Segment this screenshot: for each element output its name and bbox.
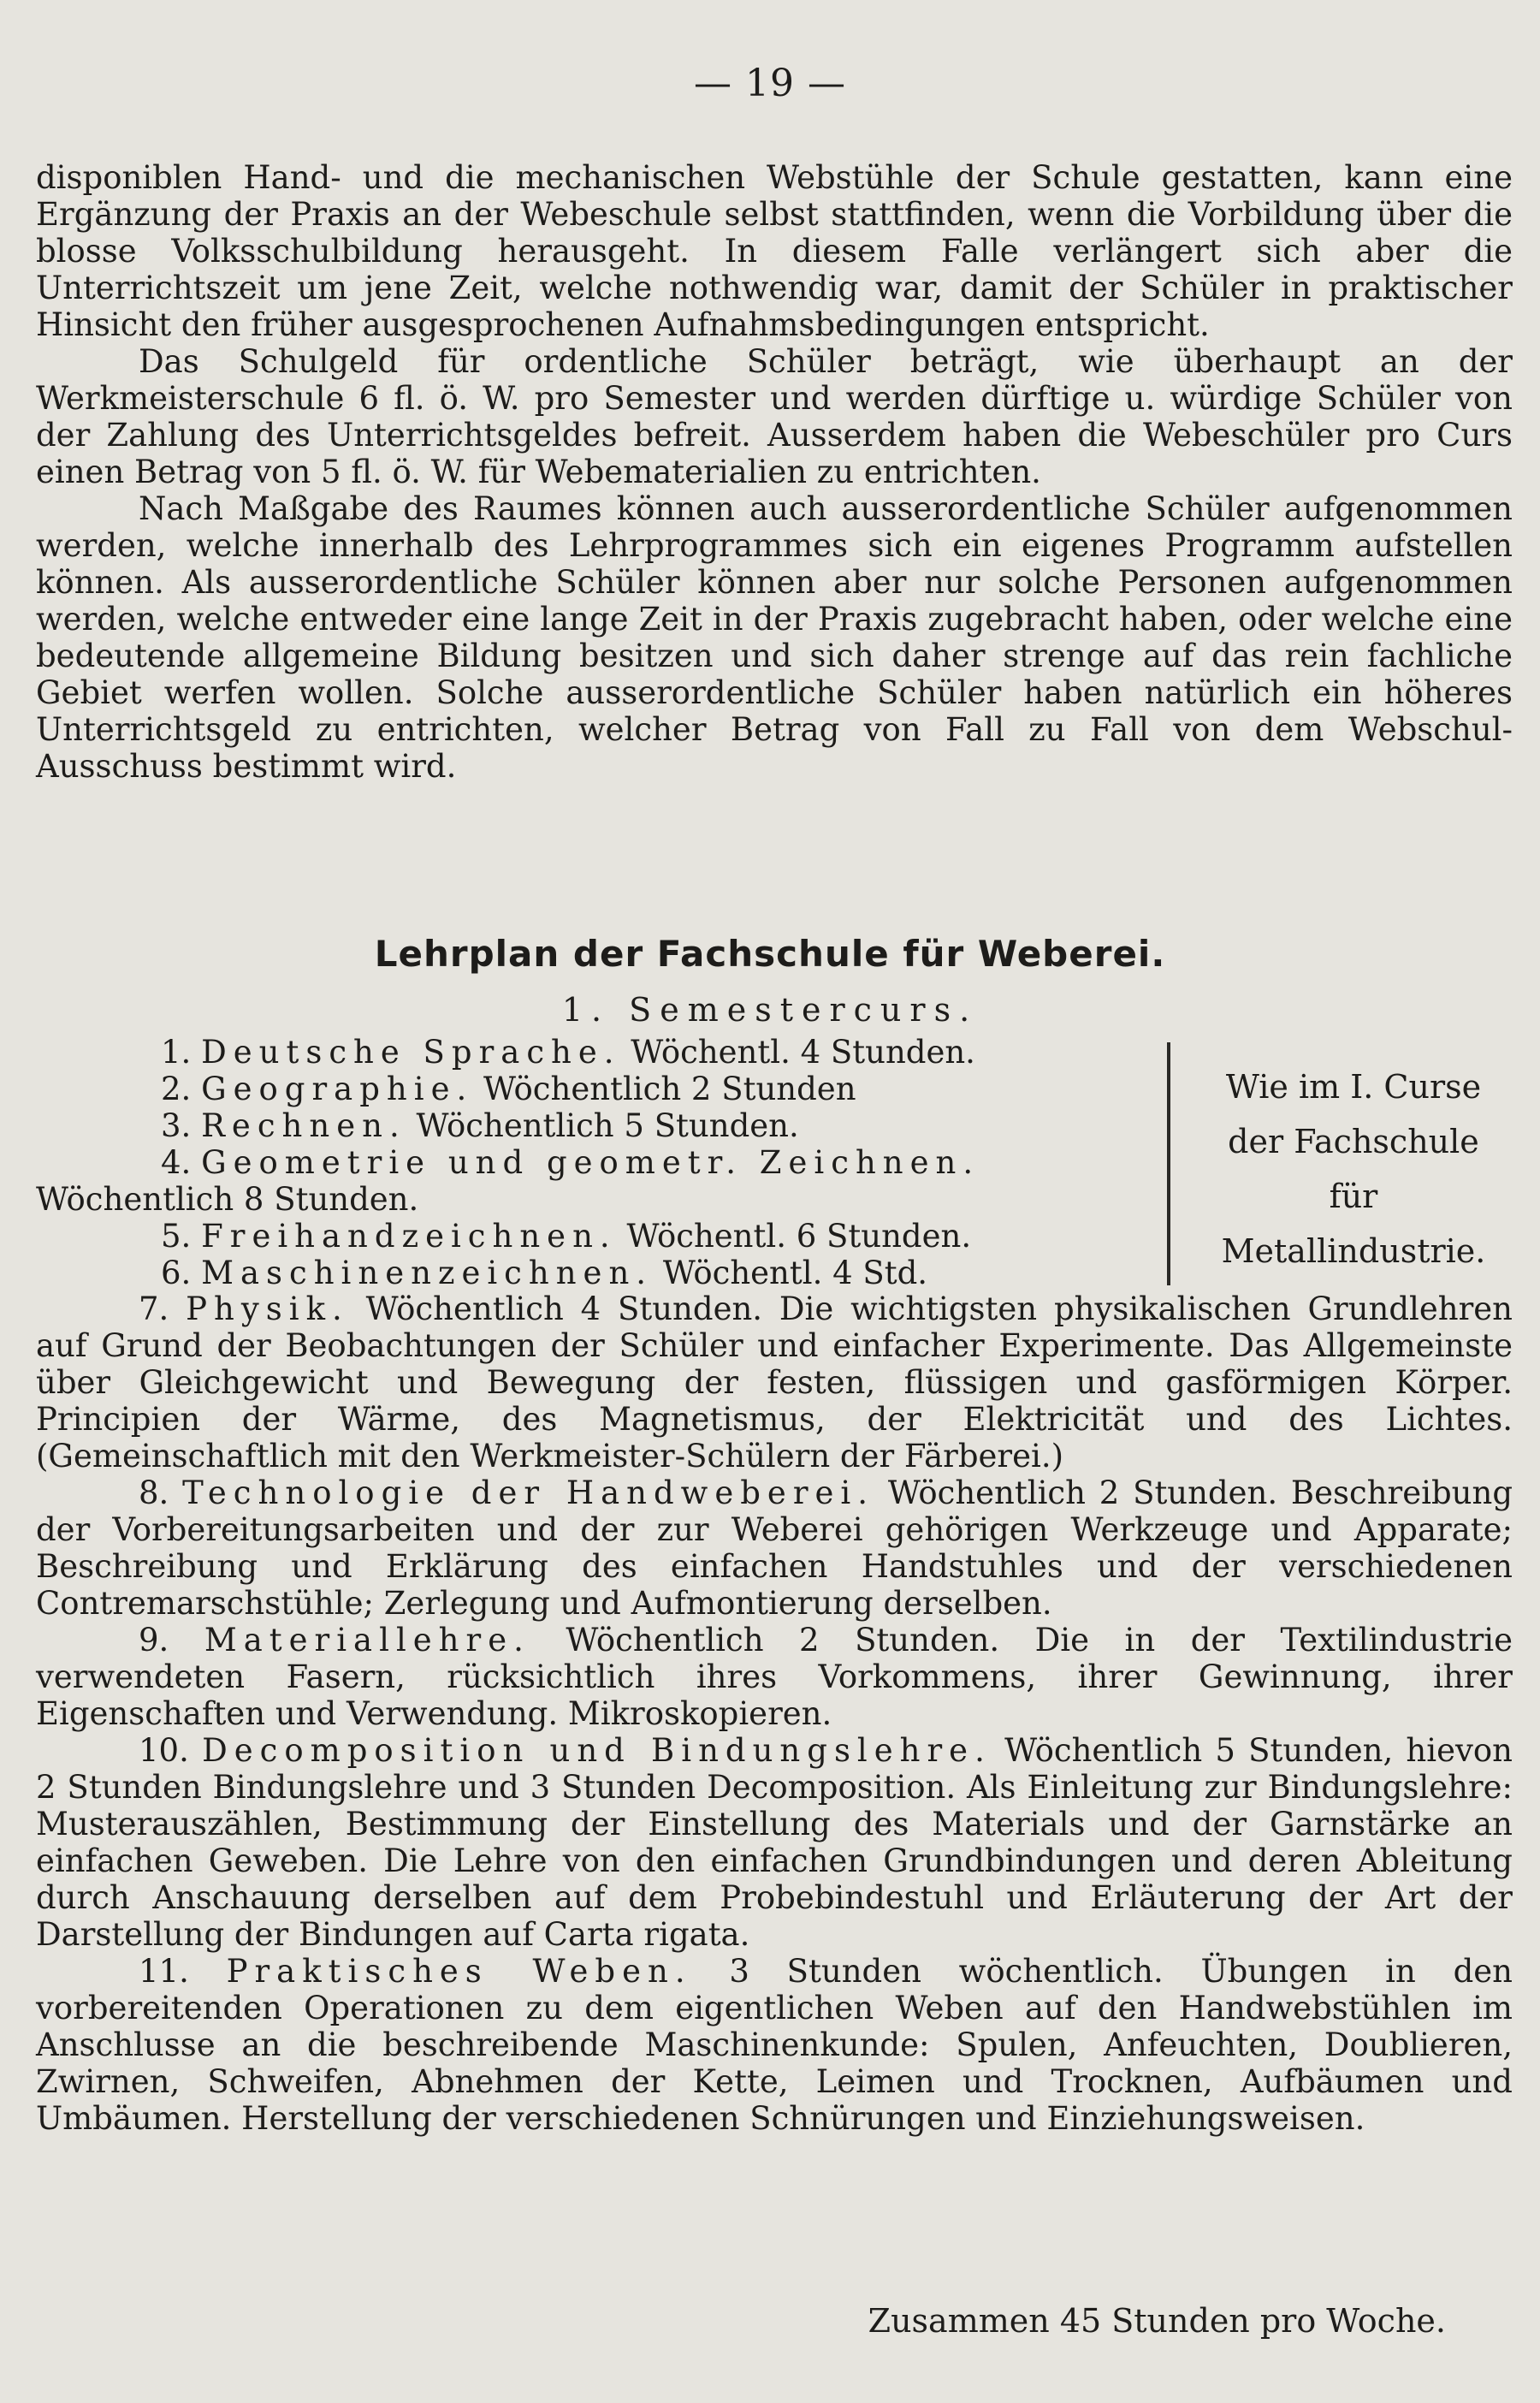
list-item: 3. Rechnen. Wöchentlich 5 Stunden. [161, 1107, 799, 1144]
subject-list-bracketed [36, 1034, 1140, 1291]
subject-descriptions [36, 1290, 1513, 2137]
paragraph-1: disponiblen Hand- und die mechanischen Webstühle der Schule gestatten, kann eine Ergänzung der Praxis an der Webeschule selbst stattfinden, wenn die Vorbildung über die blosse Volksschulbildung herausgeht. In diesem Falle verlängert sich aber die Unterrichtszeit um jene Zeit, welche nothwendig war, damit der Schüler in praktischer Hinsicht den früher ausgesprochenen Aufnahmsbedingungen entspricht. [36, 159, 1513, 343]
brace-divider [1167, 1042, 1186, 1285]
total-line: Zusammen 45 Stunden pro Woche. [868, 2302, 1446, 2340]
list-item: 8. Technologie der Handweberei. Wöchentlich 2 Stunden. Beschreibung der Vorbereitungsarbeiten und der zur Weberei gehörigen Werkzeuge und Apparate; Beschreibung und Erklärung des einfachen Handstuhles und der verschiedenen Contremarschstühle; Zerlegung und Aufmontierung derselben. [36, 1474, 1513, 1622]
intro-text [36, 159, 1513, 785]
list-item: 1. Deutsche Sprache. Wöchentl. 4 Stunden. [161, 1034, 975, 1071]
list-item: 9. Materiallehre. Wöchentlich 2 Stunden. Die in der Textilindustrie verwendeten Fasern, rücksichtlich ihres Vorkommens, ihrer Gewinnung, ihrer Eigenschaften und Verwendung. Mikroskopieren. [36, 1622, 1513, 1732]
list-item: 4. Geometrie und geometr. Zeichnen. Wöchentlich 8 Stunden. [36, 1144, 980, 1218]
section-heading: Lehrplan der Fachschule für Weberei. [374, 933, 1166, 975]
paragraph-2: Das Schulgeld für ordentliche Schüler beträgt, wie überhaupt an der Werkmeisterschule 6 fl. ö. W. pro Semester und werden dürftige u. würdige Schüler von der Zahlung des Unterrichtsgeldes befreit. Ausserdem haben die Webeschüler pro Curs einen Betrag von 5 fl. ö. W. für Webematerialien zu entrichten. [36, 343, 1513, 490]
bracket-note: Wie im I. Curse der Fachschule für Metallindustrie. [1221, 1068, 1486, 1270]
list-item: 11. Praktisches Weben. 3 Stunden wöchentlich. Übungen in den vorbereitenden Operationen zu dem eigentlichen Weben auf den Handwebstühlen im Anschlusse an die beschreibende Maschinenkunde: Spulen, Anfeuchten, Doublieren, Zwirnen, Schweifen, Abnehmen der Kette, Leimen und Trocknen, Aufbäumen und Umbäumen. Herstellung der verschiedenen Schnürungen und Einziehungsweisen. [36, 1953, 1513, 2137]
list-item: 7. Physik. Wöchentlich 4 Stunden. Die wichtigsten physikalischen Grundlehren auf Grund der Beobachtungen der Schüler und einfacher Experimente. Das Allgemeinste über Gleichgewicht und Bewegung der festen, flüssigen und gasförmigen Körper. Principien der Wärme, des Magnetismus, der Elektricität und des Lichtes. (Gemeinschaftlich mit den Werkmeister-Schülern der Färberei.) [36, 1290, 1513, 1474]
paragraph-3: Nach Maßgabe des Raumes können auch ausserordentliche Schüler aufgenommen werden, welche innerhalb des Lehrprogrammes sich ein eigenes Programm aufstellen können. Als ausserordentliche Schüler können aber nur solche Personen aufgenommen werden, welche entweder eine lange Zeit in der Praxis zugebracht haben, oder welche eine bedeutende allgemeine Bildung besitzen und sich daher strenge auf das rein fachliche Gebiet werfen wollen. Solche ausserordentliche Schüler haben natürlich ein höheres Unterrichtsgeld zu entrichten, welcher Betrag von Fall zu Fall von dem Webschul-Ausschuss bestimmt wird. [36, 490, 1513, 785]
semester-subheading: 1. Semestercurs. [561, 991, 979, 1029]
list-item: 5. Freihandzeichnen. Wöchentl. 6 Stunden. [161, 1218, 972, 1255]
list-item: 10. Decomposition und Bindungslehre. Wöchentlich 5 Stunden, hievon 2 Stunden Bindungslehre und 3 Stunden Decomposition. Als Einleitung zur Bindungslehre: Musterauszählen, Bestimmung der Einstellung des Materials und der Garnstärke an einfachen Geweben. Die Lehre von den einfachen Grundbindungen und deren Ableitung durch Anschauung derselben auf dem Probebindestuhl und Erläuterung der Art der Darstellung der Bindungen auf Carta rigata. [36, 1732, 1513, 1953]
list-item: 2. Geographie. Wöchentlich 2 Stunden [161, 1071, 856, 1107]
list-item: 6. Maschinenzeichnen. Wöchentl. 4 Std. [161, 1255, 928, 1291]
page-number: — 19 — [694, 62, 846, 105]
